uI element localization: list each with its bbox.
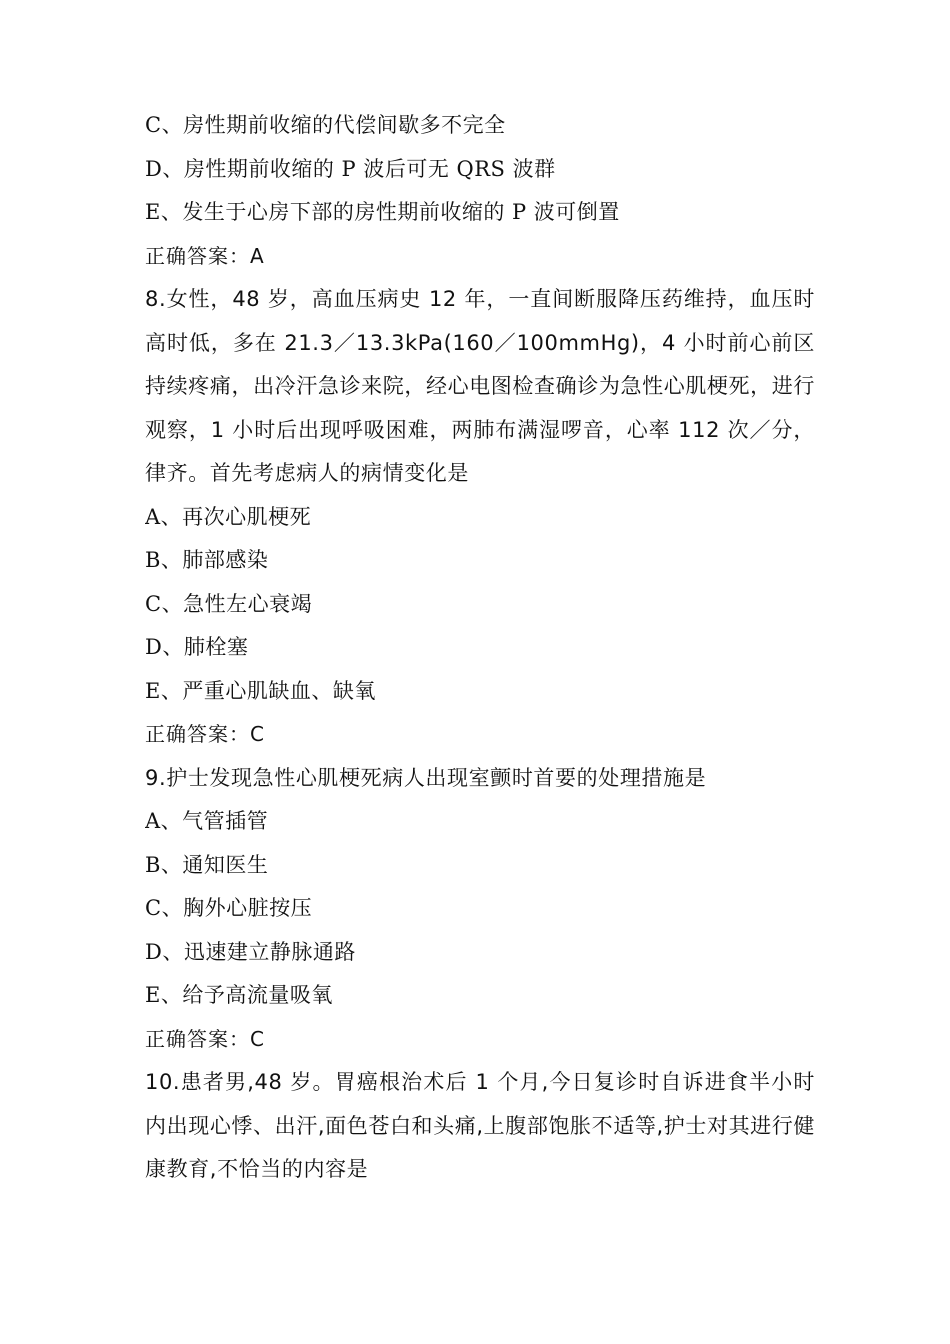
q7-option-d: D、房性期前收缩的 P 波后可无 QRS 波群 [145,156,556,181]
q8-option-a: A、再次心肌梗死 [145,504,312,529]
q9-option-e: E、给予高流量吸氧 [145,983,333,1007]
q8-option-d: D、肺栓塞 [145,635,249,659]
q8-option-c: C、急性左心衰竭 [145,591,313,616]
q9-option-b: B、通知医生 [145,852,269,877]
q7-answer: 正确答案：A [145,243,265,268]
q7-option-e: E、发生于心房下部的房性期前收缩的 P 波可倒置 [145,200,620,224]
q9-stem: 9.护士发现急性心肌梗死病人出现室颤时首要的处理措施是 [145,765,707,790]
q9-option-c: C、胸外心脏按压 [145,896,313,920]
q9-option-d: D、迅速建立静脉通路 [145,939,356,964]
q9-option-a: A、气管插管 [145,809,269,833]
q8-answer: 正确答案：C [145,722,265,746]
q10-stem: 10.患者男,48 岁。胃癌根治术后 1 个月,今日复诊时自诉进食半小时内出现心悸、出汗,面色苍白和头痛,上腹部饱胀不适等,护士对其进行健康教育,不恰当的内容是 [145,1070,815,1181]
q8-stem: 8.女性，48 岁，高血压病史 12 年，一直间断服降压药维持，血压时高时低，多在 21.3／13.3kPa(160／100mmHg)，4 小时前心前区持续疼痛，出冷汗急诊来院，经心电图检查确诊为急性心肌梗死，进行观察，1 小时后出现呼吸困难，两肺布满湿啰音，心率 112 次／分，律齐。首先考虑病人的病情变化是 [145,287,815,485]
q7-option-c: C、房性期前收缩的代偿间歇多不完全 [145,113,506,137]
q8-option-b: B、肺部感染 [145,548,269,572]
page-content [145,104,815,1192]
q8-option-e: E、严重心肌缺血、缺氧 [145,678,376,703]
q9-answer: 正确答案：C [145,1026,265,1051]
